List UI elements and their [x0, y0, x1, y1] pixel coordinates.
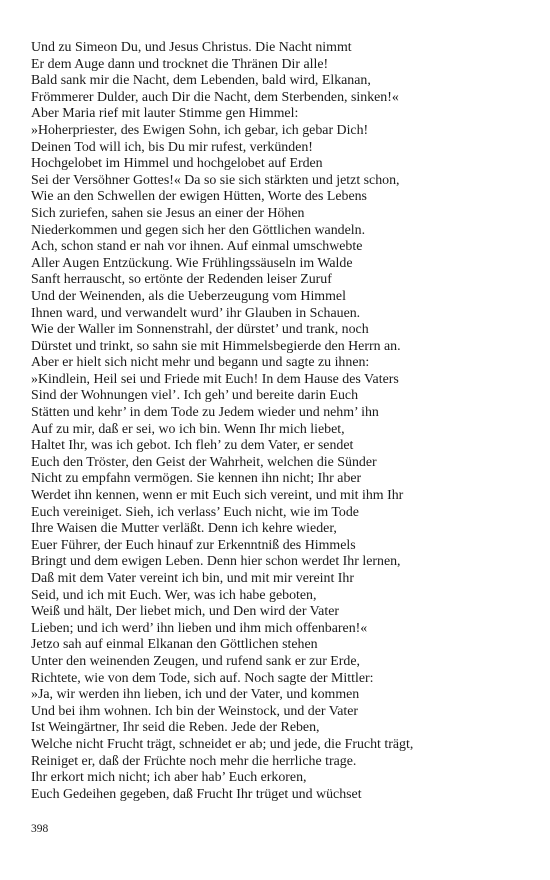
verse-line: Euch vereiniget. Sieh, ich verlass’ Euch nicht, wie im Tode [31, 504, 359, 520]
verse-line: Richtete, wie von dem Tode, sich auf. Noch sagte der Mittler: [31, 670, 374, 686]
verse-line: »Hoherpriester, des Ewigen Sohn, ich gebar, ich gebar Dich! [31, 122, 369, 138]
verse-line: Deinen Tod will ich, bis Du mir rufest, verkünden! [31, 139, 313, 155]
verse-line: Und zu Simeon Du, und Jesus Christus. Die Nacht nimmt [31, 40, 352, 55]
verse-line: Euer Führer, der Euch hinauf zur Erkenntniß des Himmels [31, 537, 356, 553]
verse-line: Bald sank mir die Nacht, dem Lebenden, bald wird, Elkanan, [31, 73, 371, 89]
verse-line: Reiniget er, daß der Früchte noch mehr die herrliche trage. [31, 753, 357, 769]
verse-line: Euch Gedeihen gegeben, daß Frucht Ihr trüget und wüchset [31, 786, 362, 802]
verse-line: »Kindlein, Heil sei und Friede mit Euch! In dem Hause des Vaters [31, 371, 399, 387]
verse-line: Ach, schon stand er nah vor ihnen. Auf einmal umschwebte [31, 239, 363, 255]
verse-line: Daß mit dem Vater vereint ich bin, und mit mir vereint Ihr [31, 571, 355, 586]
verse-line: Jetzo sah auf einmal Elkanan den Göttlichen stehen [31, 637, 318, 653]
verse-line: Lieben; und ich werd’ ihn lieben und ihm mich offenbaren!« [31, 620, 368, 636]
verse-line: Sich zuriefen, sahen sie Jesus an einer der Höhen [31, 205, 305, 221]
verse-line: Haltet Ihr, was ich gebot. Ich fleh’ zu dem Vater, er sendet [31, 438, 354, 454]
verse-text-block [31, 40, 531, 803]
verse-line: Weiß und hält, Der liebet mich, und Den wird der Vater [31, 604, 339, 620]
verse-line: Aller Augen Entzückung. Wie Frühlingssäuseln im Walde [31, 255, 353, 271]
verse-line: Ihr erkort mich nicht; ich aber hab’ Euch erkoren, [31, 770, 307, 786]
verse-line: Ihnen ward, und verwandelt wurd’ ihr Glauben in Schauen. [31, 305, 361, 321]
page-number: 398 [31, 823, 49, 835]
verse-line: Nicht zu empfahn vermögen. Sie kennen ihn nicht; Ihr aber [31, 471, 362, 487]
verse-line: »Ja, wir werden ihn lieben, ich und der Vater, und kommen [31, 687, 360, 703]
verse-line: Er dem Auge dann und trocknet die Thränen Dir alle! [31, 56, 329, 72]
verse-line: Werdet ihn kennen, wenn er mit Euch sich vereint, und mit ihm Ihr [31, 488, 404, 504]
verse-line: Ist Weingärtner, Ihr seid die Reben. Jede der Reben, [31, 720, 320, 736]
verse-line: Bringt und dem ewigen Leben. Denn hier schon werdet Ihr lernen, [31, 554, 401, 570]
verse-line: Und der Weinenden, als die Ueberzeugung vom Himmel [31, 288, 346, 304]
verse-line: Sanft herrauscht, so ertönte der Redenden leiser Zuruf [31, 272, 332, 288]
verse-line: Wie der Waller im Sonnenstrahl, der dürstet’ und trank, noch [31, 322, 369, 338]
verse-line: Ihre Waisen die Mutter verläßt. Denn ich kehre wieder, [31, 521, 337, 537]
verse-line: Seid, und ich mit Euch. Wer, was ich habe geboten, [31, 587, 317, 603]
verse-line: Stätten und kehr’ in dem Tode zu Jedem wieder und nehm’ ihn [31, 405, 379, 421]
verse-line: Aber Maria rief mit lauter Stimme gen Himmel: [31, 106, 299, 122]
verse-line: Und bei ihm wohnen. Ich bin der Weinstock, und der Vater [31, 703, 359, 719]
verse-line: Euch den Tröster, den Geist der Wahrheit, welchen die Sünder [31, 454, 377, 470]
verse-line: Hochgelobet im Himmel und hochgelobet auf Erden [31, 156, 323, 172]
verse-line: Sind der Wohnungen viel’. Ich geh’ und bereite darin Euch [31, 388, 359, 404]
verse-line: Unter den weinenden Zeugen, und rufend sank er zur Erde, [31, 653, 361, 669]
verse-line: Niederkommen und gegen sich her den Göttlichen wandeln. [31, 222, 366, 238]
verse-line: Frömmerer Dulder, auch Dir die Nacht, dem Sterbenden, sinken!« [31, 89, 399, 105]
verse-line: Aber er hielt sich nicht mehr und begann und sagte zu ihnen: [31, 355, 370, 371]
verse-line: Auf zu mir, daß er sei, wo ich bin. Wenn Ihr mich liebet, [31, 421, 345, 437]
verse-line: Sei der Versöhner Gottes!« Da so sie sich stärkten und jetzt schon, [31, 172, 400, 188]
verse-line: Wie an den Schwellen der ewigen Hütten, Worte des Lebens [31, 189, 367, 205]
verse-line: Dürstet und trinkt, so sahn sie mit Himmelsbegierde den Herrn an. [31, 338, 401, 354]
verse-line: Welche nicht Frucht trägt, schneidet er ab; und jede, die Frucht trägt, [31, 736, 414, 752]
